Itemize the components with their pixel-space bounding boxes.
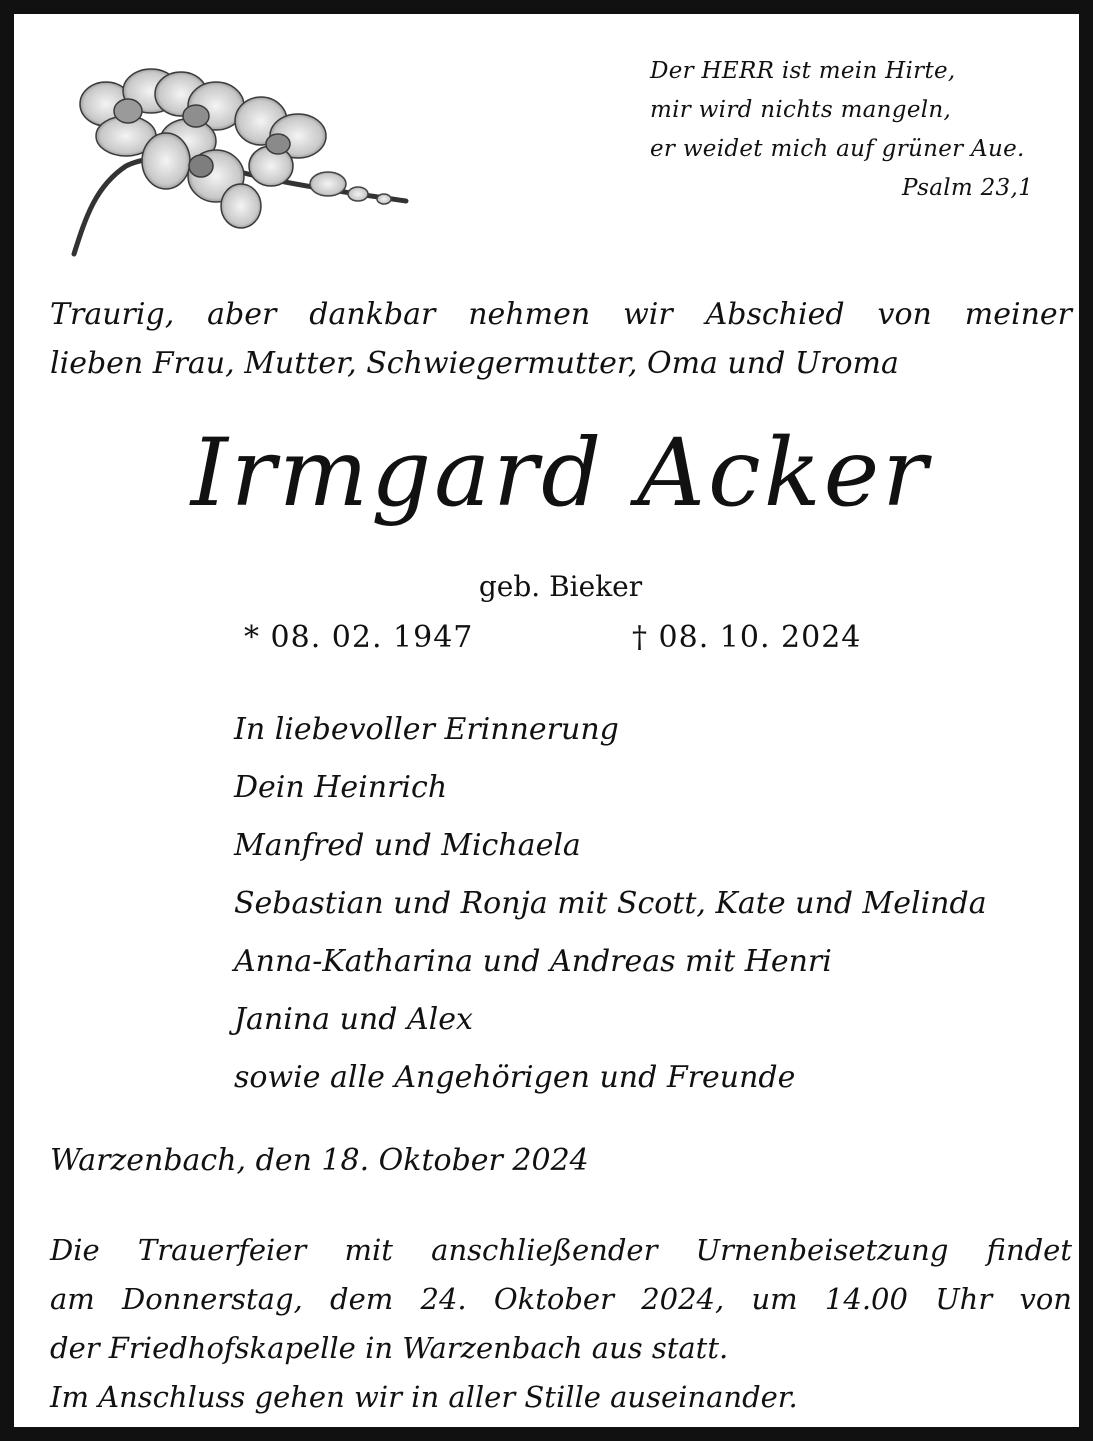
intro-line-1: Traurig, aber dankbar nehmen wir Abschied von meiner (50, 297, 1072, 332)
mourner-line: Manfred und Michaela (234, 828, 581, 863)
verse-line-3: er weidet mich auf grüner Aue. (650, 136, 1025, 162)
mourner-line: Dein Heinrich (234, 770, 448, 805)
service-line-1: Die Trauerfeier mit anschließender Urnenbeisetzung findet (50, 1233, 1072, 1267)
verse-reference: Psalm 23,1 (901, 175, 1033, 201)
intro-line-2: lieben Frau, Mutter, Schwiegermutter, Oma und Uroma (50, 346, 899, 381)
service-details (50, 1226, 1072, 1422)
service-line-2: am Donnerstag, dem 24. Oktober 2024, um 14.00 Uhr von (50, 1282, 1072, 1316)
mourner-line: sowie alle Angehörigen und Freunde (234, 1060, 796, 1095)
psalm-verse (650, 52, 1070, 208)
verse-line-1: Der HERR ist mein Hirte, (650, 58, 956, 84)
mourners-list (234, 704, 1093, 1110)
orchid-illustration (66, 66, 416, 261)
death-date: † 08. 10. 2024 (632, 620, 862, 655)
verse-line-2: mir wird nichts mangeln, (650, 97, 952, 123)
birth-date: * 08. 02. 1947 (244, 620, 474, 655)
mourner-line: In liebevoller Erinnerung (234, 712, 619, 747)
service-line-3: der Friedhofskapelle in Warzenbach aus statt. (50, 1331, 729, 1365)
mourner-line: Anna-Katharina und Andreas mit Henri (234, 944, 832, 979)
service-line-4: Im Anschluss gehen wir in aller Stille auseinander. (50, 1380, 798, 1414)
intro-text (50, 290, 1072, 388)
place-and-date: Warzenbach, den 18. Oktober 2024 (50, 1143, 589, 1178)
maiden-name: geb. Bieker (478, 570, 643, 603)
deceased-name: Irmgard Acker (190, 419, 931, 528)
mourner-line: Sebastian und Ronja mit Scott, Kate und Melinda (234, 886, 987, 921)
mourner-line: Janina und Alex (234, 1002, 473, 1037)
